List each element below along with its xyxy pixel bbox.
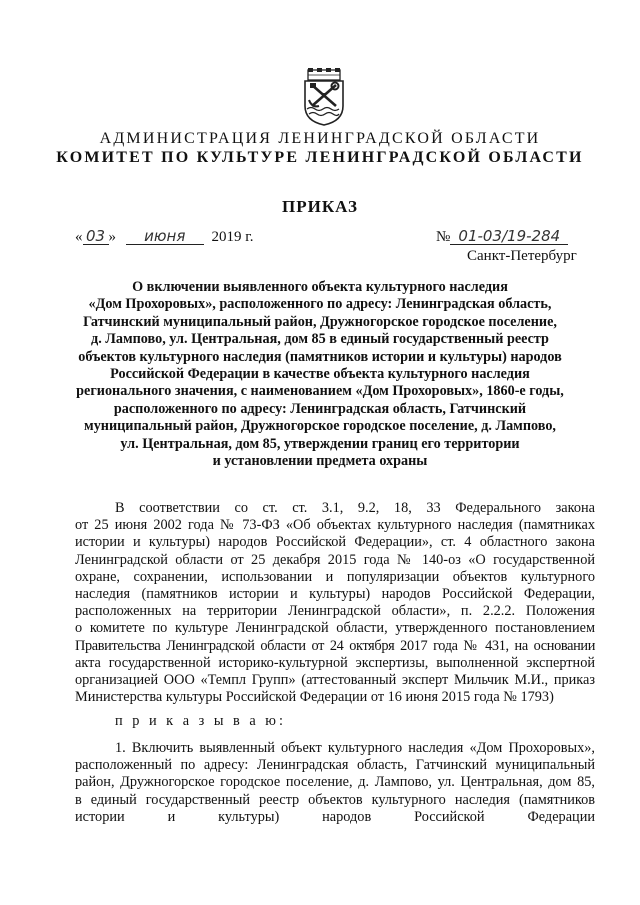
preamble-line: от 25 июня 2002 года № 73-ФЗ «Об объектах культурного наследия (памятниках [75,517,595,534]
preamble-line: Ленинградской области от 25 декабря 2015 года № 140-оз «О государственной [75,551,595,568]
title-line: О включении выявленного объекта культурного наследия [132,279,508,295]
title-line: расположенного по адресу: Ленинградская область, Гатчинский [113,400,527,417]
preamble-line: Правительства Ленинградской области от 24 октября 2017 года № 431, на основании [75,637,595,654]
title-line: и установлении предмета охраны [212,453,428,470]
prikazyvayu-label: п р и к а з ы в а ю: [115,713,286,729]
preamble-line: охране, сохранении, использовании и популяризации объектов культурного [75,568,595,585]
item-line: истории и культуры) народов Российской Федерации [75,808,595,825]
committee-name: КОМИТЕТ ПО КУЛЬТУРЕ ЛЕНИНГРАДСКОЙ ОБЛАСТИ [56,149,584,166]
number-value: 01-03/19-284 [450,228,568,245]
title-line: регионального значения, с наименованием «Дом Прохоровых», 1860-е годы, [76,383,564,400]
city: Санкт-Петербург [467,248,577,264]
organization-name: АДМИНИСТРАЦИЯ ЛЕНИНГРАДСКОЙ ОБЛАСТИ [99,130,541,147]
preamble-line: наследия (памятников истории и культуры) народов Российской Федерации, [75,586,595,603]
order-number [436,228,568,246]
date-year: 2019 г. [211,229,254,245]
title-line: ул. Центральная, дом 85, утверждении границ его территории [120,435,520,452]
title-line: муниципальный район, Дружногорское городское поселение, д. Лампово, [84,418,556,435]
preamble-line: истории и культуры) народов Российской Федерации», ст. 4 областного закона [75,534,595,551]
document-type: ПРИКАЗ [282,197,358,216]
item-line: в единый государственный реестр объектов культурного наследия (памятников [75,791,595,808]
order-date [75,228,253,246]
preamble-line: акта государственной историко-культурной экспертизы, выполненной экспертной [75,654,595,671]
preamble-line: о комитете по культуре Ленинградской области, утвержденного постановлением [75,620,595,637]
date-open-quote: « [75,229,83,245]
title-line: Российской Федерации в качестве объекта культурного наследия [110,366,530,383]
item-line: 1. Включить выявленный объект культурного наследия «Дом Прохоровых», [115,740,595,756]
title-line: объектов культурного наследия (памятников истории и культуры) народов [78,348,562,365]
preamble-line: Министерства культуры Российской Федерации от 16 июня 2015 года № 1793) [75,689,554,706]
item-line: расположенный по адресу: Ленинградская область, Гатчинский муниципальный [75,757,595,774]
item-line: район, Дружногорское городское поселение, д. Лампово, ул. Центральная, дом 85, [75,774,595,791]
number-prefix: № [436,229,451,245]
order-item-1 [75,740,595,826]
preamble-line: В соответствии со ст. ст. 3.1, 9.2, 18, 33 Федерального закона [115,500,595,516]
title-line: «Дом Прохоровых», расположенного по адресу: Ленинградская область, [88,296,552,313]
date-month: июня [126,228,204,245]
leningrad-oblast-coat-of-arms-icon [302,68,346,126]
preamble-line: расположенных на территории Ленинградской области», п. 2.2.2. Положения [75,603,595,620]
preamble-paragraph [75,500,595,706]
date-day: 03 [83,228,109,245]
title-line: Гатчинский муниципальный район, Дружногорское городское поселение, [83,313,557,330]
order-title [60,279,580,470]
preamble-line: организацией ООО «Темпл Групп» (аттестованный эксперт Мильчик М.И., приказ [75,672,595,689]
date-close-quote: » [108,229,116,245]
title-line: д. Лампово, ул. Центральная, дом 85 в единый государственный реестр [91,331,549,348]
